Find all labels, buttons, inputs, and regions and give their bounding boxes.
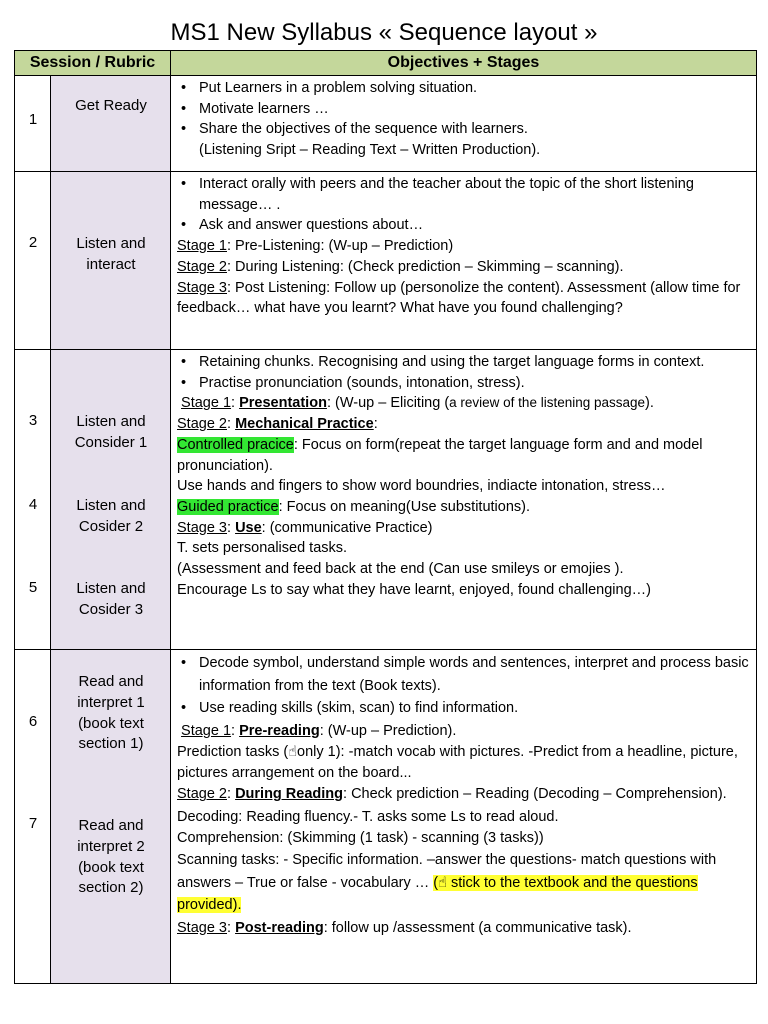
- list-item: • Use reading skills (skim, scan) to find information.: [199, 697, 750, 720]
- text-line: [177, 849, 750, 917]
- practice-line: [177, 497, 750, 518]
- session-number: 1: [28, 111, 38, 128]
- scan-text: Scanning tasks: - Specific information. –answer the questions- match questions with answers – True or false - vocabulary …: [177, 852, 717, 891]
- rubric-line: Cosider 3: [78, 600, 144, 618]
- session-number: 4: [28, 496, 38, 513]
- rubric-line: Listen and: [76, 235, 146, 252]
- stage-line: [177, 720, 750, 743]
- stage-title: During Reading: [235, 786, 344, 803]
- stage-text: :: [231, 722, 240, 739]
- table-row: [15, 350, 757, 650]
- stage-line: [177, 278, 750, 319]
- rubric-line: Listen and: [76, 580, 146, 597]
- text-line: Encourage Ls to say what they have learnt, enjoyed, found challenging…): [177, 581, 651, 598]
- practice-text: : Focus on form(repeat the target language form and and model pronunciation).: [177, 436, 703, 474]
- rubric-line: section 1): [78, 735, 144, 753]
- objectives-cell: [171, 650, 757, 984]
- rubric-cell: [51, 76, 171, 172]
- stage-label: Stage 1: [181, 722, 232, 739]
- list-item-text: • Share the objectives of the sequence with learners.: [199, 121, 528, 138]
- session-number: 3: [28, 412, 38, 429]
- list-item: [199, 119, 750, 160]
- stage-label: Stage 2: [177, 786, 227, 803]
- list-item: • Interact orally with peers and the teacher about the topic of the short listening message… .: [199, 174, 750, 215]
- rubric-line: Consider 1: [74, 433, 148, 451]
- objectives-cell: [171, 172, 757, 350]
- sequence-table: [14, 50, 757, 984]
- rubric-line: Cosider 2: [78, 517, 144, 535]
- table-row: [15, 650, 757, 984]
- text-line: T. sets personalised tasks.: [177, 540, 348, 557]
- highlighted-term: Controlled pracice: [177, 436, 294, 453]
- rubric-cell: [51, 350, 171, 650]
- session-number-cell: [15, 172, 51, 350]
- list-item: • Practise pronunciation (sounds, intonation, stress).: [199, 373, 750, 394]
- stage-label: Stage 1: [177, 238, 227, 255]
- stage-note: a review of the listening passage: [449, 395, 646, 411]
- rubric-line: interpret 2: [77, 837, 145, 855]
- stage-text: :: [227, 416, 236, 433]
- page-title: MS1 New Syllabus « Sequence layout »: [170, 19, 598, 46]
- rubric-line: section 2): [78, 879, 144, 897]
- stage-text: :: [231, 395, 240, 412]
- text-line: Use hands and fingers to show word boundries, indiacte intonation, stress…: [177, 478, 666, 495]
- session-number: 5: [28, 579, 38, 596]
- objectives-cell: [171, 76, 757, 172]
- list-item: • Motivate learners …: [199, 99, 750, 120]
- rubric-name: [51, 496, 171, 538]
- text-line: Prediction tasks (☝only 1): -match vocab with pictures. -Predict from a headline, picture, pictures arrangement on the board...: [177, 744, 738, 781]
- stage-title: Post-reading: [235, 919, 324, 936]
- highlighted-note: (☝ stick to the textbook and the questions provided).: [177, 874, 698, 914]
- practice-line: [177, 435, 750, 476]
- stage-text: : Post Listening: Follow up (personolize the content). Assessment (allow time for feedback… what have you learnt? What have you found challenging?: [177, 279, 741, 317]
- rubric-line: interact: [86, 255, 136, 273]
- stage-text: : During Listening: (Check prediction – Skimming – scanning).: [227, 258, 624, 275]
- stage-line: [177, 783, 750, 806]
- session-number-cell: [15, 76, 51, 172]
- stage-text: : (W-up – Eliciting (: [326, 395, 450, 412]
- stage-line: [177, 518, 750, 539]
- stage-line: [177, 236, 750, 257]
- list-item-text: (Listening Sript – Reading Text – Written Production).: [199, 142, 541, 159]
- list-item: • Retaining chunks. Recognising and using the target language forms in context.: [199, 352, 750, 373]
- stage-text: :: [227, 519, 236, 536]
- rubric-line: (book text: [78, 714, 144, 732]
- objectives-cell: [171, 350, 757, 650]
- stage-text: : (W-up – Prediction).: [319, 722, 457, 739]
- stage-label: Stage 2: [177, 416, 227, 433]
- stage-label: Stage 1: [181, 395, 232, 412]
- header-objectives: Objectives + Stages: [171, 51, 757, 76]
- highlighted-term: Guided practice: [177, 498, 279, 515]
- stage-text: :: [373, 416, 378, 433]
- stage-text: :: [227, 919, 236, 936]
- stage-label: Stage 3: [177, 919, 227, 936]
- stage-title: Pre-reading: [239, 722, 320, 739]
- table-row: [15, 172, 757, 350]
- stage-title: Use: [235, 519, 262, 536]
- rubric-line: Read and: [78, 817, 144, 834]
- stage-label: Stage 3: [177, 519, 227, 536]
- text-line: Decoding: Reading fluency.- T. asks some Ls to read aloud.: [177, 808, 559, 825]
- rubric-name: [51, 672, 171, 755]
- rubric-line: Read and: [78, 673, 144, 690]
- rubric-name: [51, 579, 171, 621]
- rubric-cell: [51, 650, 171, 984]
- table-row: [15, 76, 757, 172]
- stage-line: [177, 414, 750, 435]
- rubric-line: Listen and: [76, 413, 146, 430]
- header-row: [15, 51, 757, 76]
- session-number-cell: [15, 650, 51, 984]
- stage-text: : Pre-Listening: (W-up – Prediction): [227, 238, 454, 255]
- session-number: 7: [28, 815, 38, 832]
- stage-text: :: [227, 786, 236, 803]
- stage-line: [177, 393, 750, 414]
- practice-text: : Focus on meaning(Use substitutions).: [278, 498, 531, 515]
- rubric-name: Get Ready: [75, 97, 147, 114]
- stage-title: Presentation: [239, 395, 327, 412]
- session-number: 6: [28, 713, 38, 730]
- rubric-line: (book text: [78, 858, 144, 876]
- rubric-name: [51, 234, 171, 276]
- session-number-cell: [15, 350, 51, 650]
- list-item: • Put Learners in a problem solving situation.: [199, 78, 750, 99]
- list-item: • Decode symbol, understand simple words and sentences, interpret and process basic information from the text (Book texts).: [199, 652, 750, 697]
- stage-text: : (communicative Practice): [261, 519, 433, 536]
- rubric-name: [51, 412, 171, 454]
- stage-line: [177, 917, 750, 940]
- text-line: Comprehension: (Skimming (1 task) - scanning (3 tasks)): [177, 830, 544, 847]
- stage-text: ).: [645, 395, 654, 412]
- stage-line: [177, 257, 750, 278]
- stage-label: Stage 3: [177, 279, 227, 296]
- rubric-line: Listen and: [76, 497, 146, 514]
- stage-label: Stage 2: [177, 258, 227, 275]
- rubric-cell: [51, 172, 171, 350]
- stage-text: : Check prediction – Reading (Decoding – Comprehension).: [343, 786, 727, 803]
- rubric-line: interpret 1: [77, 693, 145, 711]
- list-item: • Ask and answer questions about…: [199, 215, 750, 236]
- session-number: 2: [28, 234, 38, 251]
- text-line: (Assessment and feed back at the end (Can use smileys or emojies ).: [177, 561, 624, 578]
- stage-title: Mechanical Practice: [235, 416, 374, 433]
- header-session-rubric: Session / Rubric: [15, 51, 171, 76]
- rubric-name: [51, 816, 171, 899]
- stage-text: : follow up /assessment (a communicative task).: [323, 919, 632, 936]
